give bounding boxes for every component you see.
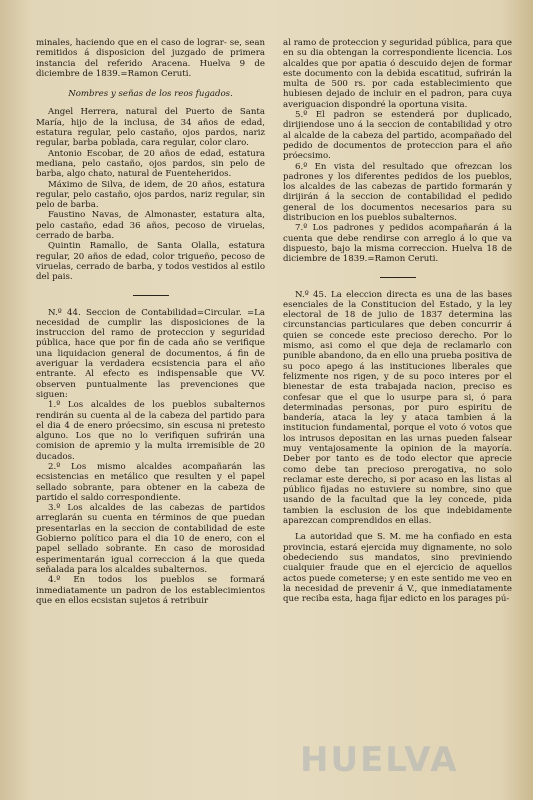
- circular-item: 7.º Los padrones y pedidos acompañarán á la cuenta que debe rendirse con arreglo á lo que va dispuesto, bajo la misma correccion. Huelva 18 de diciembre de 1839.=Ramon Ceruti.: [283, 223, 512, 265]
- paragraph-continuation: al ramo de proteccion y seguridad pública, para que en su dia obtengan la correspondiente licencia. Los alcaldes que por apatia ó descuido dejen de formar este documento con la debida escatitud, sufrirán la multa de 500 rs. por cada establecimiento que hubiesen dejado de incluir en el padron, para cuya averiguacion dispondré la oportuna visita.: [283, 38, 512, 110]
- reo-entry: Antonio Escobar, de 20 años de edad, estatura mediana, pelo castaño, ojos pardos, sin pelo de barba, algo chato, natural de Fuenteheridos.: [36, 148, 265, 180]
- circular-item: 2.º Los mismo alcaldes acompañarán las ecsistencias en metálico que resulten y el papel sellado sobrante, para obtener en la cabeza de partido el saldo correspondiente.: [36, 461, 265, 503]
- section-divider: [380, 277, 416, 278]
- section-title-fugados: Nombres y señas de los reos fugados.: [68, 89, 233, 100]
- circular-item: 5.º El padron se estenderá por duplicado, dirijiendose uno á la seccion de contabilidad y otro al alcalde de la cabeza del partido, acompañado del pedido de documentos de proteccion para el año próecsimo.: [283, 110, 512, 162]
- left-column: [36, 38, 265, 606]
- reo-entry: Faustino Navas, de Almonaster, estatura alta, pelo castaño, edad 36 años, pecoso de viruelas, cerrado de barba.: [36, 210, 265, 242]
- reo-entry: Máximo de Silva, de idem, de 20 años, estatura regular, pelo castaño, ojos pardos, nariz regular, sin pelo de barba.: [36, 179, 265, 211]
- circular-item: 3.º Los alcaldes de las cabezas de partidos arreglarán su cuenta en términos de que puedan presentarlas en la seccion de contabilidad de este Gobierno político para el dia 10 de enero, con el papel sellado sobrante. En caso de morosidad esperimentarán igual correccion á la que queda señalada para los alcaldes subalternos.: [36, 503, 265, 575]
- circular-44-intro: N.º 44. Seccion de Contabilidad=Circular. =La necesidad de cumplir las disposiciones de la instruccion del ramo de proteccion y seguridad pública, hace que por fin de cada año se verifique una liquidacion general de documentos, á fin de averiguar la verdadera ecsistencia para el año entrante. Al efecto es indispensable que VV. observen puntualmente las prevenciones que siguen:: [36, 307, 265, 400]
- watermark-logo: HUELVA: [300, 740, 459, 780]
- reo-entry: Quintin Ramallo, de Santa Olalla, estatura regular, 20 años de edad, color trigueño, pecoso de viruelas, cerrado de barba, y todos vestidos al estilo del pais.: [36, 241, 265, 283]
- article-45: N.º 45. La eleccion directa es una de las bases esenciales de la Constitucion del Estado, y la ley electoral de 18 de julio de 1837 determina las circunstancias particulares que deben concurrir á quien se concede este precioso derecho. Por lo mismo, asi como el que deja de reclamarlo con punible abandono, da en ello una prueba positiva de su poco apego á las instituciones liberales que felizmente nos rigen, y de su poco interes por el bienestar de esta trabajada nacion, preciso es confesar que el que lo usurpe para si, ó para determinadas personas, por puro espiritu de bandería, ataca la ley y ataca tambien á la institucion fundamental, porque el voto ó votos que los intrusos depositan en las urnas pueden falsear muy ventajosamente la opinion de la mayoría. Deber por tanto es de todo elector que aprecie como debe tan precioso prerogativa, no solo reclamar este derecho, si por acaso en las listas al público fijadas no estuviere su nombre, sino que usando de la facultad que la ley concede, pida tambien la esclusion de los que indebidamente aparezcan comprendidos en ellas.: [283, 289, 512, 527]
- right-column: [283, 38, 512, 606]
- reo-entry: Angel Herrera, natural del Puerto de Santa María, hijo de la inclusa, de 34 años de edad, estatura regular, pelo castaño, ojos pardos, nariz regular, barba poblada, cara regular, color claro.: [36, 107, 265, 149]
- circular-item: 1.º Los alcaldes de los pueblos subalternos rendirán su cuenta al de la cabeza del partido para el dia 4 de enero próecsimo, sin escusa ni pretesto alguno. Los que no lo verifiquen sufrirán una comision de apremio y la multa irremisible de 20 ducados.: [36, 400, 265, 462]
- article-45-closing: La autoridad que S. M. me ha confiado en esta provincia, estará ejercida muy dignamente, no solo obedeciendo sus mandatos, sino previniendo cualquier fraude que en el ejercicio de aquellos actos puede cometerse; y en este sentido me veo en la necesidad de prevenir á V., que inmediatamente que reciba esta, haga fijar edicto en los parages pú-: [283, 532, 512, 605]
- circular-item: 6.º En vista del resultado que ofrezcan los padrones y los diferentes pedidos de los pueblos, los alcaldes de las cabezas de partido formarán y dirijirán á la seccion de contabilidad el pedido general de los documentos necesarios para su distribucion en los pueblos subalternos.: [283, 161, 512, 224]
- paragraph-opening: minales, haciendo que en el caso de lograr- se, sean remitidos á disposicion del juzgado de primera instancia del referido Aracena. Huelva 9 de diciembre de 1839.=Ramon Ceruti.: [36, 38, 265, 79]
- section-divider: [133, 295, 169, 296]
- circular-item: 4.º En todos los pueblos se formará inmediatamente un padron de los establecimientos que en ellos ecsistan sujetos á retribuir: [36, 575, 265, 606]
